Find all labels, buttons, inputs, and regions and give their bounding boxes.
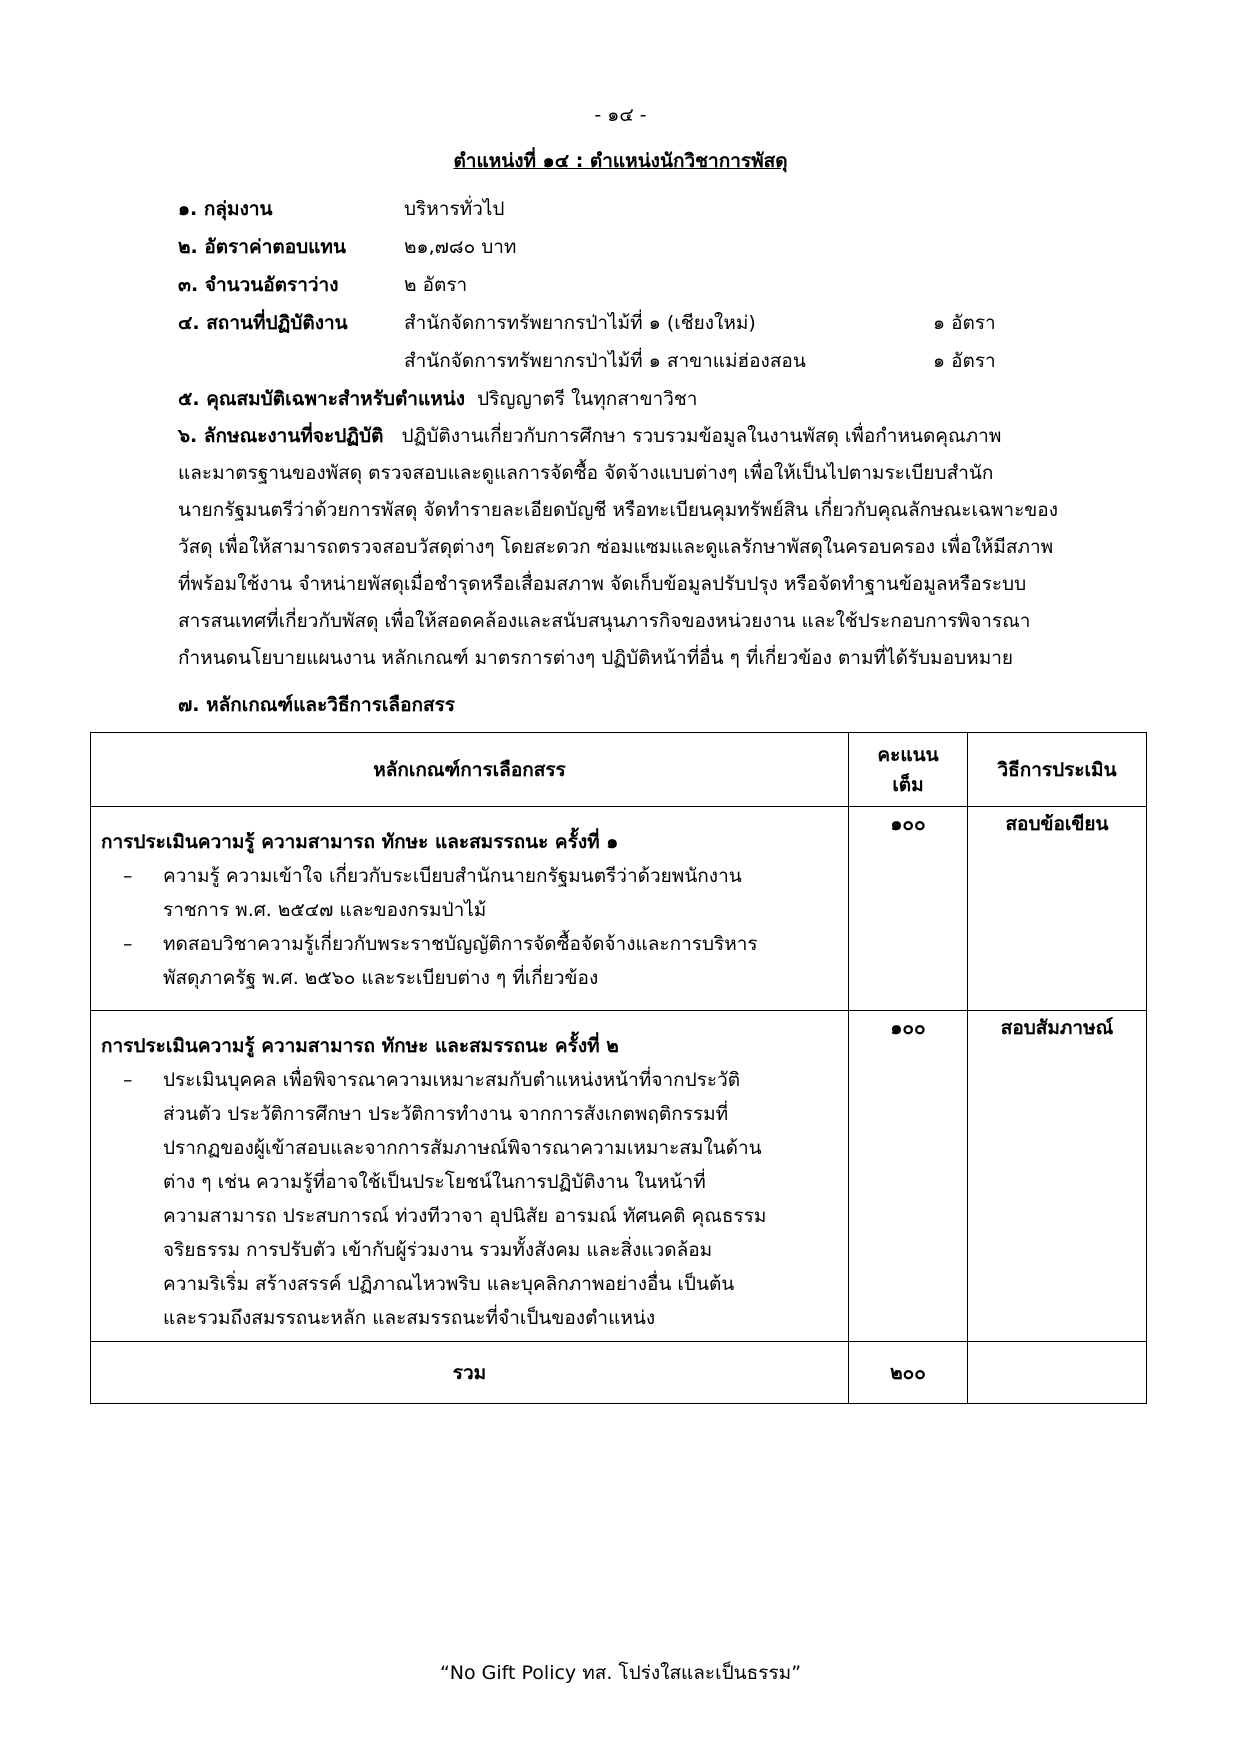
dash-bullet: –: [123, 865, 133, 887]
item-line: พัสดุภาครัฐ พ.ศ. ๒๕๖๐ และระเบียบต่าง ๆ ที่เกี่ยวข้อง: [163, 967, 599, 989]
field-label: ๒. อัตราค่าตอบแทน: [178, 236, 346, 258]
workplace-name: สำนักจัดการทรัพยากรป่าไม้ที่ ๑ (เชียงใหม่): [404, 312, 756, 334]
page-number: - ๑๔ -: [594, 104, 647, 126]
job-description-first-line: [178, 418, 1128, 455]
header-criteria: หลักเกณฑ์การเลือกสรร: [91, 733, 849, 807]
item-line: ความสามารถ ประสบการณ์ ท่วงทีวาจา อุปนิสัย อารมณ์ ทัศนคติ คุณธรรม: [163, 1205, 767, 1227]
workplace-rate: ๑ อัตรา: [933, 312, 996, 334]
table-row: [91, 1011, 1147, 1342]
field-workplace-2: [178, 344, 806, 378]
criteria-heading: ๗. หลักเกณฑ์และวิธีการเลือกสรร: [178, 694, 455, 716]
item-line: ปรากฏของผู้เข้าสอบและจากการสัมภาษณ์พิจารณาความเหมาะสมในด้าน: [163, 1137, 762, 1159]
item-line: จริยธรรม การปรับตัว เข้ากับผู้ร่วมงาน รวมทั้งสังคม และสิ่งแวดล้อม: [163, 1239, 713, 1261]
job-description-line: กำหนดนโยบายแผนงาน หลักเกณฑ์ มาตรการต่างๆ ปฏิบัติหน้าที่อื่น ๆ ที่เกี่ยวข้อง ตามที่ได้รับมอบหมาย: [178, 647, 1014, 669]
field-label: ๓. จำนวนอัตราว่าง: [178, 274, 339, 296]
item-line: ต่าง ๆ เช่น ความรู้ที่อาจใช้เป็นประโยชน์ในการปฏิบัติงาน ในหน้าที่: [163, 1171, 706, 1193]
criteria-cell: [91, 1011, 849, 1342]
job-description-line: ที่พร้อมใช้งาน จำหน่ายพัสดุเมื่อชำรุดหรือเสื่อมสภาพ จัดเก็บข้อมูลปรับปรุง หรือจัดทำฐานข้อมูลหรือระบบ: [178, 573, 1027, 595]
criteria-table: [90, 732, 1147, 1404]
job-description-line: สารสนเทศที่เกี่ยวกับพัสดุ เพื่อให้สอดคล้องและสนับสนุนภารกิจของหน่วยงาน และใช้ประกอบการพิจารณา: [178, 610, 1031, 632]
position-title: ตำแหน่งที่ ๑๔ : ตำแหน่งนักวิชาการพัสดุ: [453, 150, 788, 172]
field-value: ๒ อัตรา: [404, 274, 468, 296]
item-line: ประเมินบุคคล เพื่อพิจารณาความเหมาะสมกับตำแหน่งหน้าที่จากประวัติ: [163, 1069, 741, 1091]
method-cell: สอบสัมภาษณ์: [968, 1011, 1147, 1342]
header-score-line: เต็ม: [892, 773, 924, 796]
criteria-cell: [91, 807, 849, 1011]
dash-bullet: –: [123, 1069, 133, 1091]
header-method: วิธีการประเมิน: [968, 733, 1147, 807]
section-title: การประเมินความรู้ ความสามารถ ทักษะ และสมรรถนะ ครั้งที่ ๑: [101, 831, 619, 853]
job-description-line: ปฏิบัติงานเกี่ยวกับการศึกษา รวบรวมข้อมูลในงานพัสดุ เพื่อกำหนดคุณภาพ: [401, 425, 1002, 447]
field-value: บริหารทั่วไป: [404, 198, 505, 220]
qualification-value: ปริญญาตรี ในทุกสาขาวิชา: [477, 388, 698, 410]
field-work-group: [178, 192, 504, 226]
section-title: การประเมินความรู้ ความสามารถ ทักษะ และสมรรถนะ ครั้งที่ ๒: [101, 1035, 619, 1057]
job-description-label: ๖. ลักษณะงานที่จะปฏิบัติ: [178, 425, 384, 447]
dash-bullet: –: [123, 933, 133, 955]
qualification-label: ๕. คุณสมบัติเฉพาะสำหรับตำแหน่ง: [178, 388, 466, 410]
list-item: [91, 859, 836, 927]
field-value: ๒๑,๗๘๐ บาท: [404, 236, 517, 258]
job-description-line: นายกรัฐมนตรีว่าด้วยการพัสดุ จัดทำรายละเอียดบัญชี หรือทะเบียนคุมทรัพย์สิน เกี่ยวกับคุณลักษณะเฉพาะของ: [178, 499, 1058, 521]
header-score: [849, 733, 968, 807]
field-workplace-1: [178, 306, 756, 340]
item-line: ความริเริ่ม สร้างสรรค์ ปฏิภาณไหวพริบ และบุคลิกภาพอย่างอื่น เป็นต้น: [163, 1273, 735, 1295]
field-compensation: [178, 230, 516, 264]
field-label: ๔. สถานที่ปฏิบัติงาน: [178, 312, 348, 334]
criteria-list: [91, 859, 848, 1001]
job-description-body: [178, 455, 1128, 677]
score-cell: ๑๐๐: [849, 807, 968, 1011]
method-cell: สอบข้อเขียน: [968, 807, 1147, 1011]
total-label-cell: รวม: [91, 1342, 849, 1404]
workplace-rate: ๑ อัตรา: [933, 350, 996, 372]
table-header-row: [91, 733, 1147, 807]
item-line: ส่วนตัว ประวัติการศึกษา ประวัติการทำงาน จากการสังเกตพฤติกรรมที่: [163, 1103, 729, 1125]
table-total-row: [91, 1342, 1147, 1404]
footer-policy: “No Gift Policy ทส. โปร่งใสและเป็นธรรม”: [439, 1662, 802, 1684]
field-qualification: [178, 382, 697, 416]
job-description-line: วัสดุ เพื่อให้สามารถตรวจสอบวัสดุต่างๆ โดยสะดวก ซ่อมแซมและดูแลรักษาพัสดุในครอบครอง เพื่อให้มีสภาพ: [178, 536, 1054, 558]
score-cell: ๑๐๐: [849, 1011, 968, 1342]
item-line: ความรู้ ความเข้าใจ เกี่ยวกับระเบียบสำนักนายกรัฐมนตรีว่าด้วยพนักงาน: [163, 865, 742, 887]
workplace-name: สำนักจัดการทรัพยากรป่าไม้ที่ ๑ สาขาแม่ฮ่องสอน: [404, 350, 806, 372]
item-line: ทดสอบวิชาความรู้เกี่ยวกับพระราชบัญญัติการจัดซื้อจัดจ้างและการบริหาร: [163, 933, 758, 955]
total-score-cell: ๒๐๐: [849, 1342, 968, 1404]
list-item: [91, 927, 836, 995]
table-row: [91, 807, 1147, 1011]
job-description-line: และมาตรฐานของพัสดุ ตรวจสอบและดูแลการจัดซื้อ จัดจ้างแบบต่างๆ เพื่อให้เป็นไปตามระเบียบสำนัก: [178, 462, 994, 484]
criteria-list: [91, 1063, 848, 1341]
field-vacancies: [178, 268, 467, 302]
field-label: ๑. กลุ่มงาน: [178, 198, 273, 220]
header-score-line: คะแนน: [877, 743, 939, 766]
item-line: ราชการ พ.ศ. ๒๕๔๗ และของกรมป่าไม้: [163, 899, 487, 921]
total-method-cell: [968, 1342, 1147, 1404]
list-item: [91, 1063, 836, 1335]
item-line: และรวมถึงสมรรถนะหลัก และสมรรถนะที่จำเป็นของตำแหน่ง: [163, 1307, 656, 1329]
